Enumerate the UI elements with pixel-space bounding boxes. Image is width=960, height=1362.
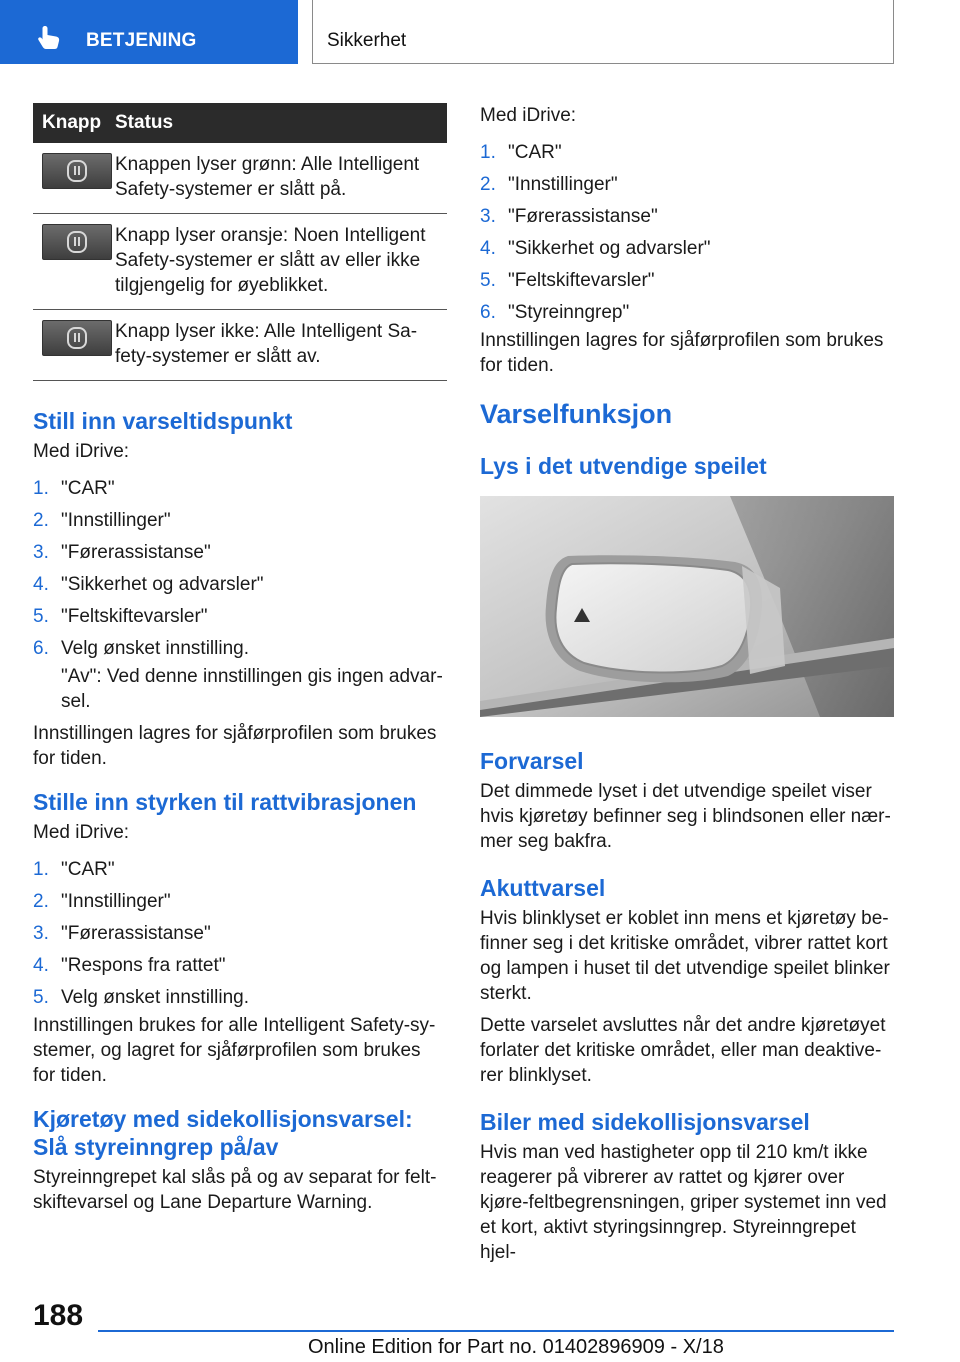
paragraph: Innstillingen lagres for sjåførprofilen som brukes for tiden. bbox=[480, 330, 884, 376]
steps-list bbox=[33, 476, 447, 661]
list-item: 6. "Styreinngrep" bbox=[480, 302, 630, 323]
paragraph: Det dimmede lyset i det utvendige speilet viser hvis kjøretøy befinner seg i blindsonen eller nær-mer seg bakfra. bbox=[480, 781, 891, 852]
list-item: 3. "Førerassistanse" bbox=[480, 206, 658, 227]
left-column bbox=[33, 103, 447, 1215]
safety-button-icon bbox=[67, 231, 87, 253]
list-item: 3. "Førerassistanse" bbox=[33, 923, 211, 944]
section-heading: Biler med sidekollisjonsvarsel bbox=[480, 1109, 810, 1135]
list-item: 2. "Innstillinger" bbox=[33, 891, 171, 912]
section-label: BETJENING bbox=[86, 30, 197, 51]
paragraph: Med iDrive: bbox=[480, 105, 577, 126]
section-heading: Kjøretøy med sidekollisjonsvarsel: bbox=[33, 1106, 413, 1132]
column-header: Status bbox=[115, 103, 447, 143]
mirror-warning-image bbox=[480, 496, 894, 717]
paragraph: Innstillingen lagres for sjåførprofilen som brukes for tiden. bbox=[33, 723, 437, 769]
list-item: 2. "Innstillinger" bbox=[33, 510, 171, 531]
paragraph: Hvis man ved hastigheter opp til 210 km/t ikke reagerer på vibrerer av rattet og kjører over kjøre-feltbegrensningen, griper systemet inn ved et kort, aktivt styringsinngrep. Styreinngrepet hjel- bbox=[480, 1142, 887, 1263]
page-number: 188 bbox=[33, 1299, 84, 1332]
safety-button-image bbox=[42, 224, 112, 260]
safety-button-image bbox=[42, 153, 112, 189]
paragraph: Styreinngrepet kal slås på og av separat for felt-skiftevarsel og Lane Departure Warning. bbox=[33, 1167, 437, 1213]
safety-button-icon bbox=[67, 160, 87, 182]
section-heading: Still inn varseltidspunkt bbox=[33, 408, 293, 434]
list-item: 4. "Respons fra rattet" bbox=[33, 955, 226, 976]
edition-info: Online Edition for Part no. 01402896909 - X/18 bbox=[308, 1336, 724, 1358]
steps-list bbox=[33, 857, 447, 1010]
paragraph: Innstillingen brukes for alle Intelligent Safety-sy-stemer, og lagret for sjåførprofilen som brukes for tiden. bbox=[33, 1015, 436, 1086]
status-cell: Knapp lyser oransje: Noen Intelligent Safety-systemer er slått av eller ikke tilgjengelig for øyeblikket. bbox=[115, 214, 447, 310]
section-heading: Stille inn styrken til rattvibrasjonen bbox=[33, 789, 417, 815]
list-item: 2. "Innstillinger" bbox=[480, 174, 618, 195]
page-title: Sikkerhet bbox=[327, 30, 407, 51]
footer-divider bbox=[98, 1330, 894, 1332]
section-heading: Akuttvarsel bbox=[480, 875, 606, 901]
list-item: 5. Velg ønsket innstilling. bbox=[33, 987, 249, 1008]
list-item: 3. "Førerassistanse" bbox=[33, 542, 211, 563]
right-column bbox=[480, 103, 894, 1265]
list-item: 1. "CAR" bbox=[33, 859, 115, 880]
steps-list bbox=[480, 140, 894, 325]
page-header bbox=[312, 0, 894, 64]
section-heading: Forvarsel bbox=[480, 748, 584, 774]
list-item: 4. "Sikkerhet og advarsler" bbox=[33, 574, 264, 595]
paragraph: Dette varselet avsluttes når det andre kjøretøyet forlater det kritiske området, eller man deaktive-rer blinklyset. bbox=[480, 1015, 886, 1086]
section-heading: Slå styreinngrep på/av bbox=[33, 1134, 279, 1160]
status-cell: Knapp lyser ikke: Alle Intelligent Sa-fety-systemer er slått av. bbox=[115, 310, 447, 381]
list-item: 5. "Feltskiftevarsler" bbox=[480, 270, 655, 291]
table-row bbox=[33, 310, 447, 381]
table-row bbox=[33, 214, 447, 310]
list-item: 5. "Feltskiftevarsler" bbox=[33, 606, 208, 627]
safety-button-image bbox=[42, 320, 112, 356]
section-tab bbox=[0, 0, 298, 64]
list-item: 1. "CAR" bbox=[480, 142, 562, 163]
status-cell: Knappen lyser grønn: Alle Intelligent Safety-systemer er slått på. bbox=[115, 143, 447, 214]
list-item: 1. "CAR" bbox=[33, 478, 115, 499]
table-row bbox=[33, 143, 447, 214]
list-item: 4. "Sikkerhet og advarsler" bbox=[480, 238, 711, 259]
step-note: "Av": Ved denne innstillingen gis ingen advar-sel. bbox=[61, 666, 443, 712]
section-heading: Lys i det utvendige speilet bbox=[480, 453, 767, 479]
status-table bbox=[33, 103, 447, 381]
table-header-row bbox=[33, 103, 447, 143]
chapter-heading: Varselfunksjon bbox=[480, 399, 673, 429]
safety-button-icon bbox=[67, 327, 87, 349]
list-item: 6. Velg ønsket innstilling. bbox=[33, 638, 249, 659]
side-mirror-illustration bbox=[480, 496, 894, 717]
column-header: Knapp bbox=[33, 103, 115, 143]
hand-pointer-icon bbox=[36, 24, 64, 50]
paragraph: Med iDrive: bbox=[33, 822, 130, 843]
paragraph: Med iDrive: bbox=[33, 441, 130, 462]
paragraph: Hvis blinklyset er koblet inn mens et kjøretøy be-finner seg i det kritiske området, vibrer rattet kort og lampen i huset til det utvendige speilet blinker sterkt. bbox=[480, 908, 890, 1004]
